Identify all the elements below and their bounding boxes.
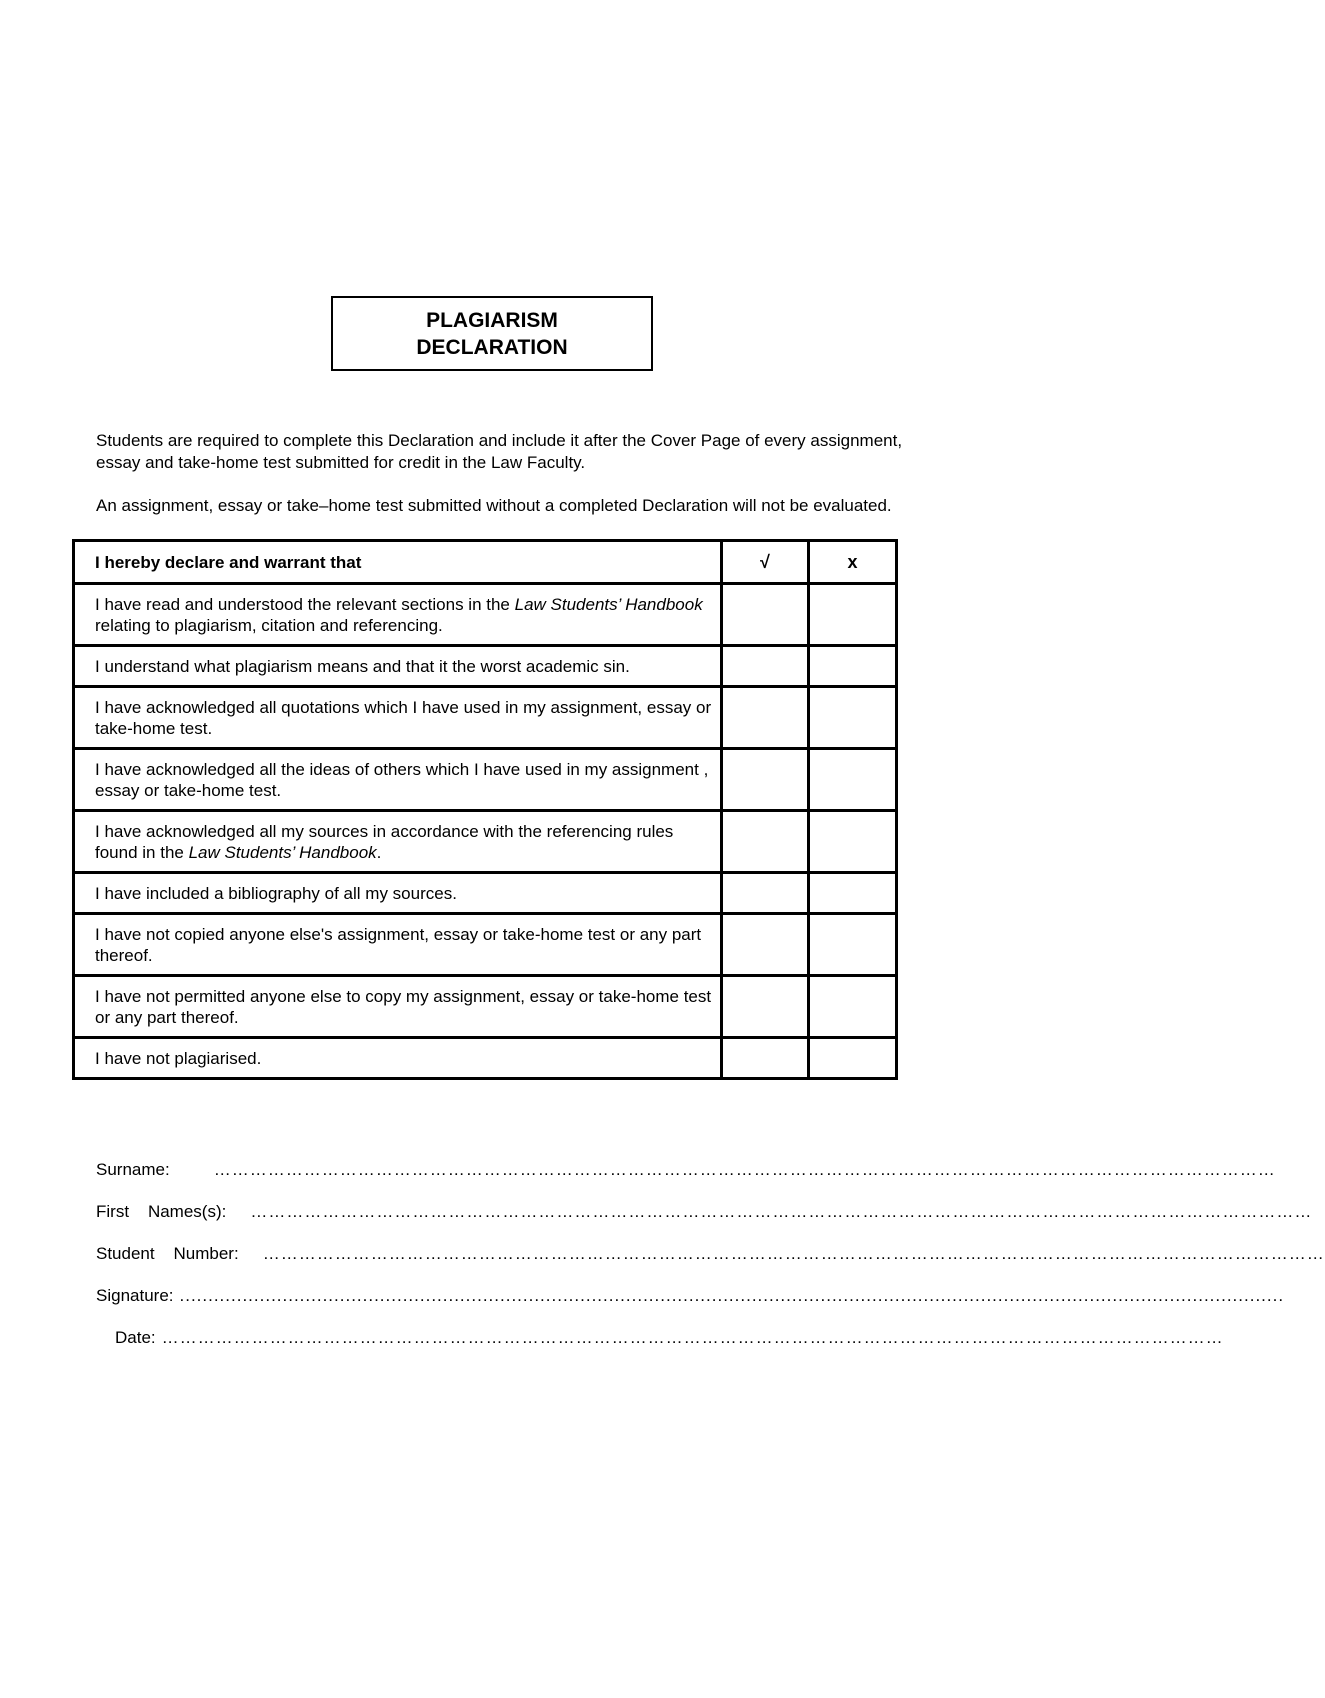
declaration-statement (74, 873, 722, 914)
table-row (74, 687, 897, 749)
title-line-2: DECLARATION (416, 335, 568, 359)
statement-column-header: I hereby declare and warrant that (74, 541, 722, 584)
handbook-title: Law Students’ Handbook (514, 594, 703, 614)
declaration-table (72, 539, 898, 1080)
statement-text: I have acknowledged all the ideas of others which I have used in my assignment , essay or take-home test. (95, 759, 709, 800)
declaration-statement (74, 749, 722, 811)
intro-paragraph-2: An assignment, essay or take–home test submitted without a completed Declaration will not be evaluated. (96, 496, 892, 515)
declaration-statement (74, 976, 722, 1038)
declaration-statement (74, 584, 722, 646)
table-row (74, 873, 897, 914)
tick-checkbox-cell[interactable] (722, 873, 809, 914)
cross-checkbox-cell[interactable] (809, 584, 897, 646)
declaration-statement (74, 646, 722, 687)
table-row (74, 811, 897, 873)
table-row (74, 584, 897, 646)
statement-text-end: . (376, 842, 382, 862)
tick-checkbox-cell[interactable] (722, 1038, 809, 1079)
intro-paragraph-1: Students are required to complete this Declaration and include it after the Cover Page of every assignment, essay and take-home test submitted for credit in the Law Faculty. (96, 431, 903, 472)
surname-label: Surname: (96, 1160, 170, 1179)
statement-text: I have not copied anyone else's assignment, essay or take-home test or any part thereof. (95, 924, 702, 965)
tick-checkbox-cell[interactable] (722, 914, 809, 976)
signature-label: Signature: (96, 1286, 174, 1305)
first-names-field[interactable] (96, 1202, 1313, 1244)
statement-text-end: relating to plagiarism, citation and referencing. (95, 615, 443, 635)
cross-checkbox-cell[interactable] (809, 811, 897, 873)
cross-checkbox-cell[interactable] (809, 873, 897, 914)
student-number-label: Student Number: (96, 1244, 239, 1263)
table-row (74, 976, 897, 1038)
statement-text: I have acknowledged all my sources in accordance with the referencing rules found in the (95, 821, 674, 862)
table-row (74, 914, 897, 976)
tick-checkbox-cell[interactable] (722, 811, 809, 873)
tick-column-header: √ (722, 541, 809, 584)
cross-column-header: x (809, 541, 897, 584)
first-names-label: First Names(s): (96, 1202, 227, 1221)
title-line-1: PLAGIARISM (426, 308, 558, 332)
cross-checkbox-cell[interactable] (809, 749, 897, 811)
statement-text: I have not plagiarised. (95, 1048, 262, 1068)
tick-checkbox-cell[interactable] (722, 584, 809, 646)
declaration-rows (74, 584, 897, 1079)
tick-checkbox-cell[interactable] (722, 646, 809, 687)
cross-checkbox-cell[interactable] (809, 646, 897, 687)
declaration-title (331, 296, 653, 371)
declaration-statement (74, 811, 722, 873)
tick-checkbox-cell[interactable] (722, 749, 809, 811)
student-number-field[interactable] (96, 1244, 1325, 1286)
declaration-statement (74, 1038, 722, 1079)
statement-text: I have not permitted anyone else to copy my assignment, essay or take-home test or any part thereof. (95, 986, 712, 1027)
table-row (74, 1038, 897, 1079)
statement-text: I understand what plagiarism means and that it the worst academic sin. (95, 656, 630, 676)
date-label: Date: (115, 1328, 156, 1347)
surname-field[interactable] (96, 1160, 1276, 1202)
signature-dotted-line[interactable]: ................................................................................................................................................................................................. (179, 1286, 1285, 1305)
cross-checkbox-cell[interactable] (809, 976, 897, 1038)
table-row (74, 646, 897, 687)
cross-checkbox-cell[interactable] (809, 914, 897, 976)
cross-checkbox-cell[interactable] (809, 687, 897, 749)
handbook-title: Law Students’ Handbook (188, 842, 377, 862)
signature-field[interactable] (96, 1286, 1285, 1328)
student-number-dotted-line[interactable]: …………………………………………………………………………………………………………………………………………………………… (262, 1244, 1325, 1263)
declaration-statement (74, 914, 722, 976)
tick-checkbox-cell[interactable] (722, 976, 809, 1038)
surname-dotted-line[interactable]: …………………………………………………………………………………………………………………………………………………………… (213, 1160, 1276, 1179)
first-names-dotted-line[interactable]: …………………………………………………………………………………………………………………………………………………………… (250, 1202, 1313, 1221)
cross-checkbox-cell[interactable] (809, 1038, 897, 1079)
tick-checkbox-cell[interactable] (722, 687, 809, 749)
statement-text: I have read and understood the relevant sections in the (95, 594, 515, 614)
student-details (96, 1160, 1325, 1370)
table-row (74, 749, 897, 811)
date-dotted-line[interactable]: …………………………………………………………………………………………………………………………………………………………… (161, 1328, 1224, 1347)
statement-text: I have acknowledged all quotations which I have used in my assignment, essay or take-home test. (95, 697, 712, 738)
table-header-row (74, 541, 897, 584)
statement-text: I have included a bibliography of all my sources. (95, 883, 457, 903)
declaration-statement (74, 687, 722, 749)
date-field[interactable] (96, 1328, 1224, 1370)
